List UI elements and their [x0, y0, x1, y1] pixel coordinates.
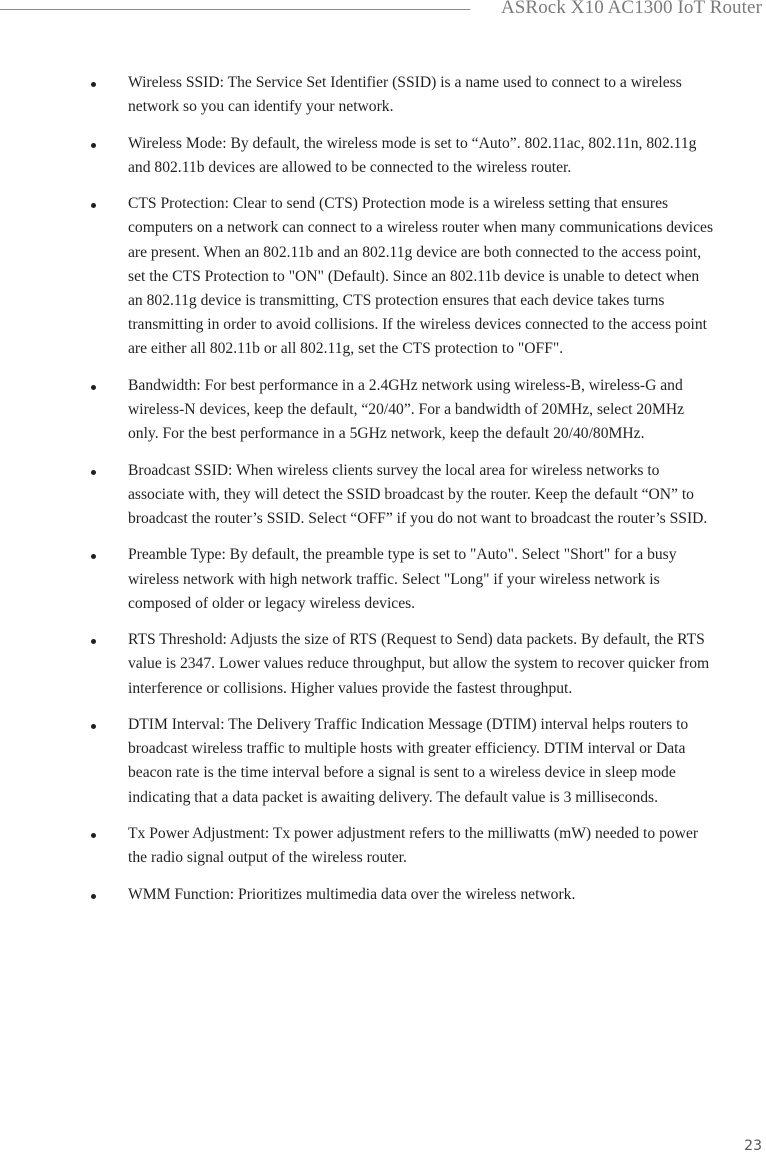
bullet-icon [91, 894, 96, 899]
bullet-icon [91, 203, 96, 208]
page-number: 23 [744, 1138, 762, 1154]
list-item-text: WMM Function: Prioritizes multimedia data over the wireless network. [128, 885, 576, 903]
list-item-text: DTIM Interval: The Delivery Traffic Indication Message (DTIM) interval helps routers to broadcast wireless traffic to multiple hosts with greater efficiency. DTIM interval or Data beacon rate is the time interval before a signal is sent to a wireless device in sleep mode indicating that a data packet is awaiting delivery. The default value is 3 milliseconds. [128, 715, 689, 806]
list-item-text: Preamble Type: By default, the preamble type is set to "Auto". Select "Short" for a busy wireless network with high network traffic. Select "Long" if your wireless network is composed of older or legacy wireless devices. [128, 546, 677, 612]
bullet-icon [91, 143, 96, 148]
list-item-tx-power-adjustment [0, 822, 766, 870]
bullet-icon [91, 554, 96, 559]
list-item-text: Wireless SSID: The Service Set Identifier (SSID) is a name used to connect to a wireless network so you can identify your network. [128, 74, 682, 116]
bullet-icon [91, 82, 96, 87]
list-item-text: Tx Power Adjustment: Tx power adjustment refers to the milliwatts (mW) needed to power the radio signal output of the wireless router. [128, 824, 699, 867]
list-item-broadcast-ssid [0, 459, 766, 532]
bullet-icon [91, 385, 96, 390]
list-item-cts-protection [0, 192, 766, 361]
list-item-preamble-type [0, 543, 766, 616]
bullet-icon [91, 639, 96, 644]
list-item-rts-threshold [0, 628, 766, 701]
bullet-icon [91, 833, 96, 838]
list-item-text: Broadcast SSID: When wireless clients survey the local area for wireless networks to associate with, they will detect the SSID broadcast by the router. Keep the default “ON” to broadcast the router’s SSID. Select “OFF” if you do not want to broadcast the router’s SSID. [128, 461, 708, 527]
list-item-dtim-interval [0, 713, 766, 810]
header-rule [0, 9, 470, 10]
list-item-bandwidth [0, 374, 766, 447]
list-item-text: Bandwidth: For best performance in a 2.4GHz network using wireless-B, wireless-G and wireless-N devices, keep the default, “20/40”. For a bandwidth of 20MHz, select 20MHz only. For the best performance in a 5GHz network, keep the default 20/40/80MHz. [128, 376, 685, 443]
list-item-text: Wireless Mode: By default, the wireless mode is set to “Auto”. 802.11ac, 802.11n, 802.11g and 802.11b devices are allowed to be connected to the wireless router. [128, 134, 697, 176]
bullet-icon [91, 724, 96, 729]
settings-description-list [0, 71, 766, 919]
list-item-wmm-function [0, 883, 766, 907]
list-item-wireless-ssid [0, 71, 766, 119]
list-item-wireless-mode [0, 132, 766, 180]
list-item-text: RTS Threshold: Adjusts the size of RTS (Request to Send) data packets. By default, the RTS value is 2347. Lower values reduce throughput, but allow the system to recover quicker from interference or collisions. Higher values provide the fastest throughput. [128, 631, 710, 697]
document-title: ASRock X10 AC1300 IoT Router [500, 0, 762, 18]
list-item-text: CTS Protection: Clear to send (CTS) Protection mode is a wireless setting that ensures computers on a network can connect to a wireless router when many communications devices are present. When an 802.11b and an 802.11g device are both connected to the access point, set the CTS Protection to "ON" (Default). Since an 802.11b device is unable to detect when an 802.11g device is transmitting, CTS protection ensures that each device takes turns transmitting in order to avoid collisions. If the wireless devices connected to the access point are either all 802.11b or all 802.11g, set the CTS protection to "OFF". [128, 195, 714, 358]
bullet-icon [91, 470, 96, 475]
